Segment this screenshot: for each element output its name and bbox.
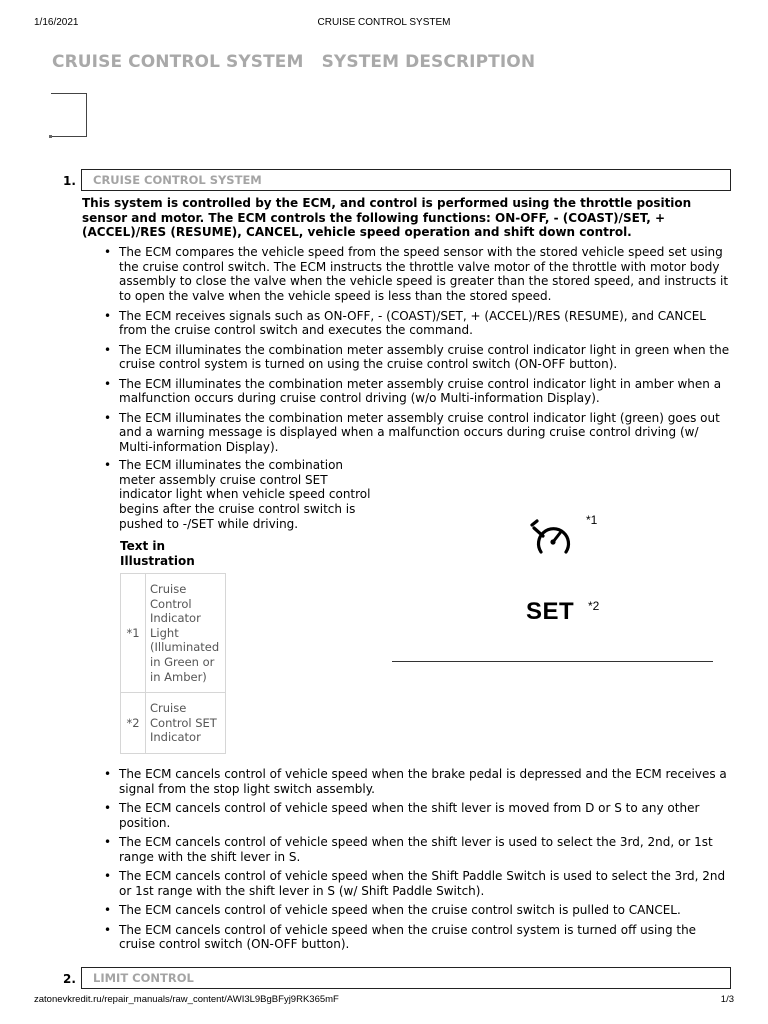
table-row	[121, 693, 226, 754]
legend-table	[120, 573, 226, 754]
section-2-heading[interactable]	[81, 967, 731, 989]
list-item: • The ECM cancels control of vehicle speed when the Shift Paddle Switch is used to select the 3rd, 2nd or 1st range with the shift lever in S (w/ Shift Paddle Switch).	[82, 869, 734, 898]
table-row	[121, 574, 226, 693]
list-item: • The ECM cancels control of vehicle speed when the shift lever is used to select the 3rd, 2nd, or 1st range with the shift lever in S.	[82, 835, 734, 864]
indicator-illustration	[392, 510, 714, 662]
list-item: • The ECM compares the vehicle speed from the speed sensor with the stored vehicle speed set using the cruise control switch. The ECM instructs the throttle valve motor of the throttle with motor body assembly to close the valve when the vehicle speed is greater than the stored speed, and instructs it to open the valve when the vehicle speed is less than the stored speed.	[82, 245, 734, 304]
list-item: • The ECM illuminates the combination meter assembly cruise control indicator light in amber when a malfunction occurs during cruise control driving (w/o Multi-information Display).	[82, 377, 734, 406]
list-item: • The ECM cancels control of vehicle speed when the brake pedal is depressed and the ECM receives a signal from the stop light switch assembly.	[82, 767, 734, 796]
list-item: • The ECM cancels control of vehicle speed when the cruise control switch is pulled to CANCEL.	[82, 903, 734, 918]
callout-marker-1: *1	[586, 513, 598, 527]
legend-value: Cruise Control SET Indicator	[146, 693, 226, 754]
legend-key: *1	[121, 574, 146, 693]
section-2-number: 2.	[63, 972, 76, 986]
list-item: • The ECM cancels control of vehicle speed when the shift lever is moved from D or S to any other position.	[82, 801, 734, 830]
cruise-control-speedometer-icon	[528, 518, 578, 560]
illustration-divider	[392, 661, 713, 662]
section-1-heading-label: CRUISE CONTROL SYSTEM	[93, 173, 262, 187]
list-item: • The ECM illuminates the combination meter assembly cruise control indicator light (green) goes out and a warning message is displayed when a malfunction occurs during cruise control driving (w/ Multi-information Display).	[82, 411, 734, 455]
list-item: • The ECM cancels control of vehicle speed when the cruise control system is turned off using the cruise control switch (ON-OFF button).	[82, 923, 734, 952]
section-1-heading[interactable]	[81, 169, 731, 191]
set-indicator-label: SET	[526, 598, 575, 625]
list-item: • The ECM receives signals such as ON-OFF, - (COAST)/SET, + (ACCEL)/RES (RESUME), and CANCEL from the cruise control switch and executes the command.	[82, 309, 734, 338]
set-indicator-bullet-list	[82, 458, 382, 536]
legend-key: *2	[121, 693, 146, 754]
section-1-intro: This system is controlled by the ECM, and control is performed using the throttle position sensor and motor. The ECM controls the following functions: ON-OFF, - (COAST)/SET, + (ACCEL)/RES (RESUME), CANCEL, vehicle speed operation and shift down control.	[82, 196, 692, 240]
footer-page-number: 1/3	[720, 994, 734, 1005]
function-bullet-list	[82, 245, 734, 460]
print-date: 1/16/2021	[34, 17, 79, 28]
legend-value: Cruise Control Indicator Light (Illuminated in Green or in Amber)	[146, 574, 226, 693]
callout-marker-2: *2	[588, 599, 600, 613]
list-item: • The ECM illuminates the combination meter assembly cruise control SET indicator light when vehicle speed control begins after the cruise control switch is pushed to -/SET while driving.	[82, 458, 382, 532]
print-header-title: CRUISE CONTROL SYSTEM	[317, 17, 451, 28]
footer-url: zatonevkredit.ru/repair_manuals/raw_content/AWI3L9BgBFyj9RK365mF	[34, 994, 339, 1005]
broken-image-placeholder	[51, 93, 87, 137]
list-item: • The ECM illuminates the combination meter assembly cruise control indicator light in green when the cruise control system is turned on using the cruise control switch (ON-OFF button).	[82, 343, 734, 372]
cancel-bullet-list	[82, 767, 734, 957]
section-1-number: 1.	[63, 174, 76, 188]
page-title: CRUISE CONTROL SYSTEM SYSTEM DESCRIPTION	[52, 52, 536, 72]
section-2-heading-label: LIMIT CONTROL	[93, 971, 194, 985]
legend-title: Text in Illustration	[120, 539, 195, 568]
